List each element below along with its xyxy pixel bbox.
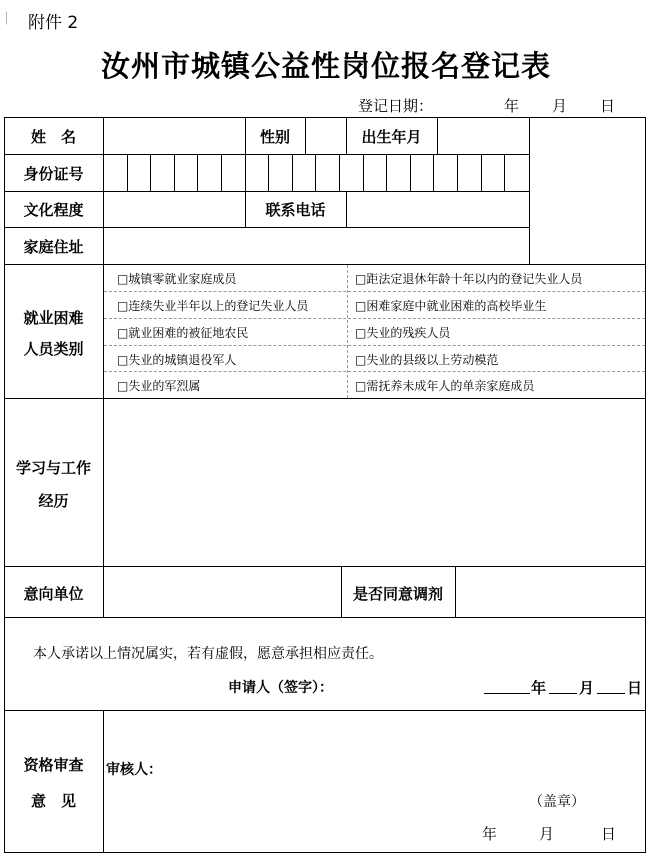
category-option-veteran[interactable]: □失业的城镇退役军人 [117,353,237,367]
category-label-line1: 就业困难 [23,309,84,327]
applicant-year-line[interactable] [484,693,530,694]
category-option-land-expropriated[interactable]: □就业困难的被征地农民 [117,326,249,340]
birth-label: 出生年月 [361,128,422,146]
review-label-line1: 资格审查 [23,756,84,774]
experience-label-line1: 学习与工作 [15,459,91,477]
category-option-near-retirement[interactable]: □距法定退休年龄十年以内的登记失业人员 [355,272,583,286]
intent-field[interactable] [104,567,341,617]
page-title: 汝州市城镇公益性岗位报名登记表 [100,49,551,83]
experience-label-line2: 经历 [38,492,69,510]
address-label: 家庭住址 [23,238,84,256]
category-option-martyr-family[interactable]: □失业的军烈属 [117,379,201,393]
reg-date-label: 登记日期： [358,97,434,115]
education-label: 文化程度 [23,201,84,219]
category-option-long-unemployed[interactable]: □连续失业半年以上的登记失业人员 [117,299,309,313]
reg-date-month: 月 [552,97,568,115]
review-day-label: 日 [601,825,617,843]
name-label: 姓 名 [30,128,76,146]
gender-label: 性别 [259,128,290,146]
adjust-label: 是否同意调剂 [352,585,443,603]
phone-label: 联系电话 [265,201,326,219]
reg-date-day: 日 [600,97,616,115]
margin-mark: ｜ [0,12,14,27]
attachment-label: 附件 2 [28,13,79,33]
gender-field[interactable] [306,118,346,154]
applicant-month-line[interactable] [549,693,577,694]
category-option-disabled[interactable]: □失业的残疾人员 [355,326,451,340]
adjust-field[interactable] [456,567,645,617]
category-option-graduate[interactable]: □困难家庭中就业困难的高校毕业生 [355,299,547,313]
applicant-sign-label: 申请人（签字）： [228,680,333,696]
category-option-labor-model[interactable]: □失业的县级以上劳动模范 [355,353,499,367]
applicant-day-label: 日 [627,679,643,697]
phone-field[interactable] [347,192,529,227]
id-number-field[interactable] [104,155,529,191]
review-label-line2: 意 见 [30,792,76,810]
applicant-month-label: 月 [579,679,595,697]
education-field[interactable] [104,192,245,227]
address-field[interactable] [104,228,529,264]
review-year-label: 年 [482,825,498,843]
id-label: 身份证号 [23,165,84,183]
reviewer-label: 审核人： [106,762,162,778]
birth-field[interactable] [438,118,529,154]
pledge-text: 本人承诺以上情况属实，若有虚假，愿意承担相应责任。 [33,646,383,662]
review-month-label: 月 [539,825,555,843]
category-label-line2: 人员类别 [23,340,84,358]
intent-label: 意向单位 [23,585,84,603]
experience-field[interactable] [104,399,645,566]
reg-date-year: 年 [504,97,520,115]
category-option-single-parent[interactable]: □需抚养未成年人的单亲家庭成员 [355,379,535,393]
seal-label: （盖章） [529,794,585,810]
category-option-zero-employment[interactable]: □城镇零就业家庭成员 [117,272,237,286]
applicant-day-line[interactable] [597,693,625,694]
name-field[interactable] [104,118,245,154]
photo-area [530,118,645,264]
applicant-year-label: 年 [531,679,547,697]
